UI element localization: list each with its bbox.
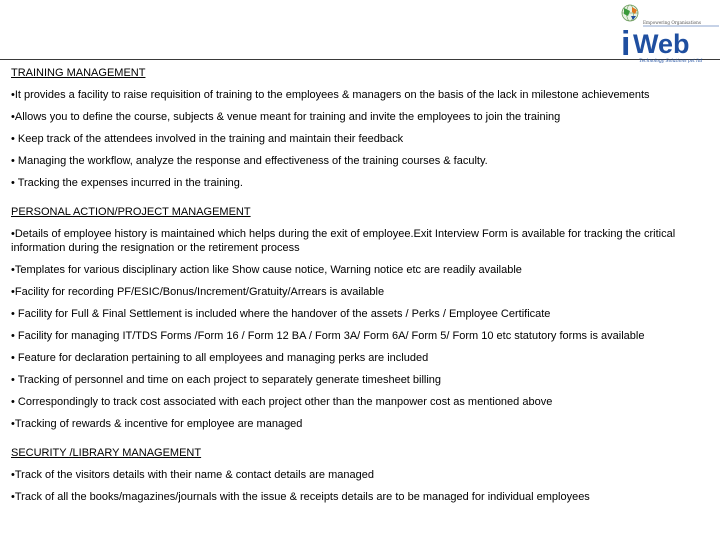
list-item: •Track of the visitors details with their name & contact details are managed [11, 469, 374, 481]
list-item: •Facility for recording PF/ESIC/Bonus/Increment/Gratuity/Arrears is available [11, 286, 385, 298]
list-item: •Allows you to define the course, subjects & venue meant for training and invite the employees to join the training [11, 111, 561, 123]
list-item: • Facility for Full & Final Settlement is included where the handover of the assets / Perks / Employee Certificate [11, 308, 551, 320]
list-item: •Templates for various disciplinary action like Show cause notice, Warning notice etc are readily available [11, 264, 522, 276]
globe-icon [622, 5, 638, 21]
section-heading-personal-action: PERSONAL ACTION/PROJECT MANAGEMENT [11, 206, 251, 218]
section-heading-security-library: SECURITY /LIBRARY MANAGEMENT [11, 447, 202, 459]
list-item: •It provides a facility to raise requisition of training to the employees & managers on the basis of the lack in milestone achievements [11, 89, 650, 101]
list-item: • Correspondingly to track cost associated with each project other than the manpower cost as mentioned above [11, 396, 553, 408]
list-item: • Keep track of the attendees involved in the training and maintain their feedback [11, 133, 404, 145]
list-item: •Track of all the books/magazines/journals with the issue & receipts details are to be managed for individual employees [11, 491, 590, 503]
iweb-logo [617, 2, 720, 64]
document-body [11, 66, 711, 504]
list-item: • Tracking of personnel and time on each project to separately generate timesheet billing [11, 374, 442, 386]
list-item: • Feature for declaration pertaining to all employees and managing perks are included [11, 352, 429, 364]
list-item: • Managing the workflow, analyze the response and effectiveness of the training courses & faculty. [11, 155, 488, 167]
list-item: •Details of employee history is maintained which helps during the exit of employee.Exit Interview Form is available for tracking the critical information during the resignation or the retirement process [11, 228, 676, 254]
list-item: • Tracking the expenses incurred in the training. [11, 177, 243, 189]
section-heading-training: TRAINING MANAGEMENT [11, 67, 146, 79]
logo-brand-i: i [621, 25, 631, 63]
logo-brand-web: Web [633, 29, 690, 59]
list-item: •Tracking of rewards & incentive for employee are managed [11, 418, 303, 430]
header-divider [0, 59, 720, 60]
list-item: • Facility for managing IT/TDS Forms /Form 16 / Form 12 BA / Form 3A/ Form 6A/ Form 5/ Form 10 etc statutory forms is available [11, 330, 645, 342]
logo-tagline: Empowering Organisations [643, 20, 702, 25]
logo-subtitle: Technology Solutions pvt ltd [639, 59, 703, 64]
